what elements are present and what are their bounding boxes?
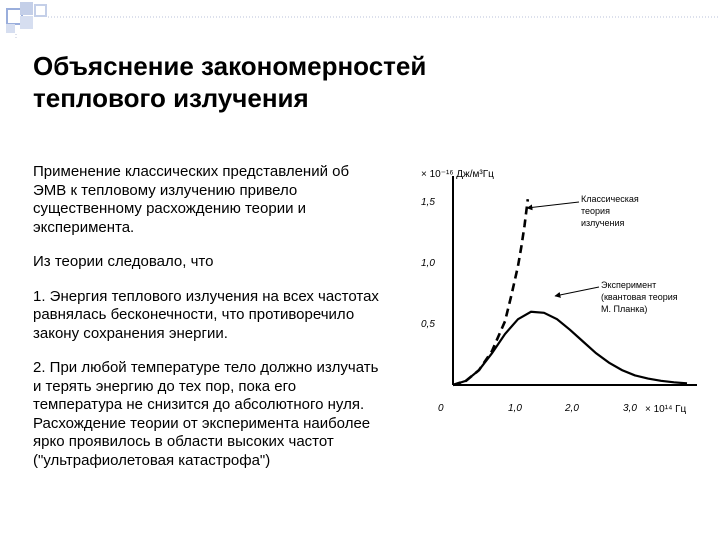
- top-dotted-line: [0, 0, 720, 40]
- text-line: равнялась бесконечности, что противоречило: [33, 306, 355, 323]
- text-line: и терять энергию до тех пор, пока его: [33, 377, 297, 395]
- x-tick-label: 0: [438, 403, 444, 414]
- radiation-chart: [405, 150, 705, 430]
- title-line: теплового излучения: [33, 83, 309, 113]
- annotation-line: (квантовая теория: [601, 292, 678, 302]
- text-line: 1. Энергия теплового излучения на всех частотах: [33, 287, 379, 305]
- text-line: закону сохранения энергии.: [33, 324, 228, 342]
- x-tick-label: 3,0: [623, 403, 637, 414]
- annotation-line: Эксперимент: [601, 280, 657, 290]
- text-line: Расхождение теории от эксперимента наиболее: [33, 414, 371, 432]
- annotation-arrow: [555, 287, 599, 296]
- y-tick-label: 0,5: [421, 319, 435, 330]
- text-line: 2. При любой температуре тело должно излучать: [33, 359, 379, 376]
- text-line: существенному расхождению теории и: [33, 200, 307, 217]
- series-line-classical: [453, 199, 528, 385]
- chart-svg: [405, 150, 705, 430]
- annotation-experiment: [601, 280, 680, 314]
- x-tick-label: 2,0: [565, 403, 579, 414]
- annotation-line: М. Планка): [601, 304, 648, 314]
- text-line: Из теории следовало, что: [33, 253, 214, 270]
- text-line: Применение классических представлений об: [33, 163, 350, 180]
- y-tick-label: 1,0: [421, 258, 435, 269]
- page-title: [33, 50, 673, 114]
- annotation-line: Классическая: [581, 194, 639, 204]
- title-line: Объяснение закономерностей: [33, 51, 427, 81]
- annotation-line: излучения: [581, 218, 625, 228]
- text-line: ЭМВ к тепловому излучению привело: [33, 181, 298, 199]
- annotation-line: теория: [581, 206, 610, 216]
- annotation-arrow: [527, 202, 579, 208]
- series-line-experiment: [453, 312, 687, 385]
- text-line: ("ультрафиолетовая катастрофа"): [33, 451, 271, 469]
- y-unit-label: × 10⁻¹⁶ Дж/м³Гц: [421, 169, 494, 180]
- corner-decoration: [0, 0, 720, 40]
- x-unit-label: × 10¹⁴ Гц: [645, 404, 687, 415]
- x-tick-label: 1,0: [508, 403, 522, 414]
- text-line: эксперимента.: [33, 218, 135, 236]
- y-tick-label: 1,5: [421, 197, 435, 208]
- body-text: [33, 163, 428, 470]
- annotation-classical: [581, 194, 641, 228]
- text-line: температура не снизится до абсолютного нуля.: [33, 396, 365, 413]
- text-line: ярко проявилось в области высоких частот: [33, 433, 334, 450]
